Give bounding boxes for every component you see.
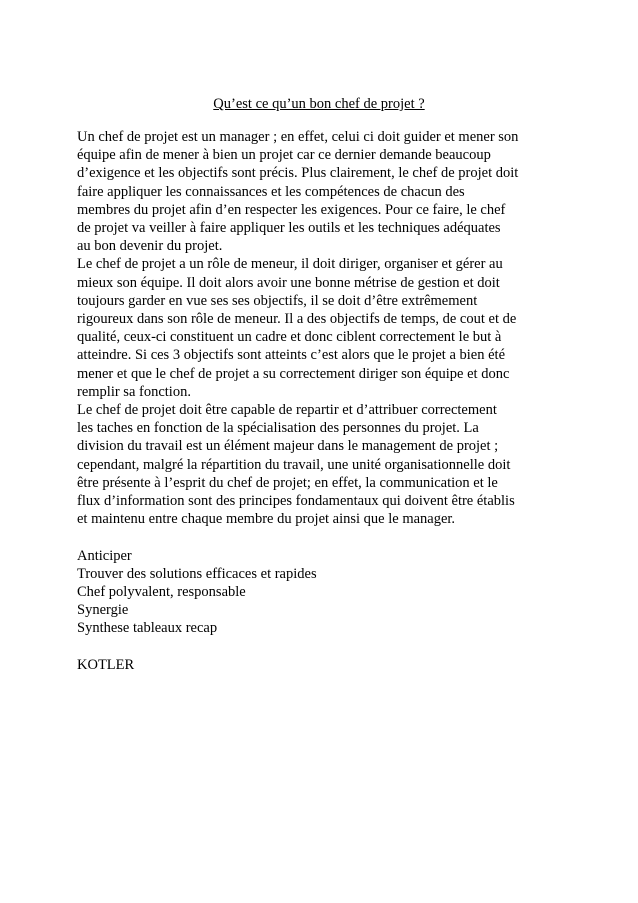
blank-line — [77, 638, 563, 656]
document-body — [77, 128, 563, 674]
paragraph-line: et maintenu entre chaque membre du projet ainsi que le manager. — [77, 511, 456, 528]
note-item: Anticiper — [77, 547, 132, 564]
paragraph-line: remplir sa fonction. — [77, 383, 191, 400]
paragraph-line: Le chef de projet a un rôle de meneur, il doit diriger, organiser et gérer au — [77, 256, 503, 273]
paragraph-line: mieux son équipe. Il doit alors avoir une bonne métrise de gestion et doit — [77, 274, 500, 291]
paragraph-line: membres du projet afin d’en respecter les exigences. Pour ce faire, le chef — [77, 201, 506, 218]
paragraph-line: au bon devenir du projet. — [77, 238, 223, 255]
paragraph-line: mener et que le chef de projet a su correctement diriger son équipe et donc — [77, 365, 510, 382]
footer-word: KOTLER — [77, 656, 135, 673]
paragraph-line: division du travail est un élément majeur dans le management de projet ; — [77, 438, 499, 455]
document-title: Qu’est ce qu’un bon chef de projet ? — [213, 96, 425, 112]
paragraph-line: atteindre. Si ces 3 objectifs sont atteints c’est alors que le projet a bien été — [77, 347, 506, 364]
blank-line — [77, 528, 563, 546]
note-item: Chef polyvalent, responsable — [77, 584, 246, 601]
paragraph-line: d’exigence et les objectifs sont précis. Plus clairement, le chef de projet doit — [77, 165, 519, 182]
paragraph-line: les taches en fonction de la spécialisation des personnes du projet. La — [77, 420, 479, 437]
paragraph-line: de projet va veiller à faire appliquer les outils et les techniques adéquates — [77, 220, 501, 237]
paragraph-line: être présente à l’esprit du chef de projet; en effet, la communication et le — [77, 474, 498, 491]
note-item: Synthese tableaux recap — [77, 620, 218, 637]
note-item: Synergie — [77, 602, 129, 619]
paragraph-line: cependant, malgré la répartition du travail, une unité organisationnelle doit — [77, 456, 511, 473]
paragraph-line: Le chef de projet doit être capable de repartir et d’attribuer correctement — [77, 402, 497, 419]
note-item: Trouver des solutions efficaces et rapides — [77, 565, 317, 582]
paragraph-line: toujours garder en vue ses ses objectifs, il se doit d’être extrêmement — [77, 292, 478, 309]
paragraph-line: équipe afin de mener à bien un projet car ce dernier demande beaucoup — [77, 147, 491, 164]
paragraph-line: rigoureux dans son rôle de meneur. Il a des objectifs de temps, de cout et de — [77, 311, 517, 328]
paragraph-line: Un chef de projet est un manager ; en effet, celui ci doit guider et mener son — [77, 129, 519, 145]
paragraph-line: faire appliquer les connaissances et les compétences de chacun des — [77, 183, 465, 200]
paragraph-line: qualité, ceux-ci constituent un cadre et donc ciblent correctement le but à — [77, 329, 502, 346]
paragraph-line: flux d’information sont des principes fondamentaux qui doivent être établis — [77, 493, 515, 510]
